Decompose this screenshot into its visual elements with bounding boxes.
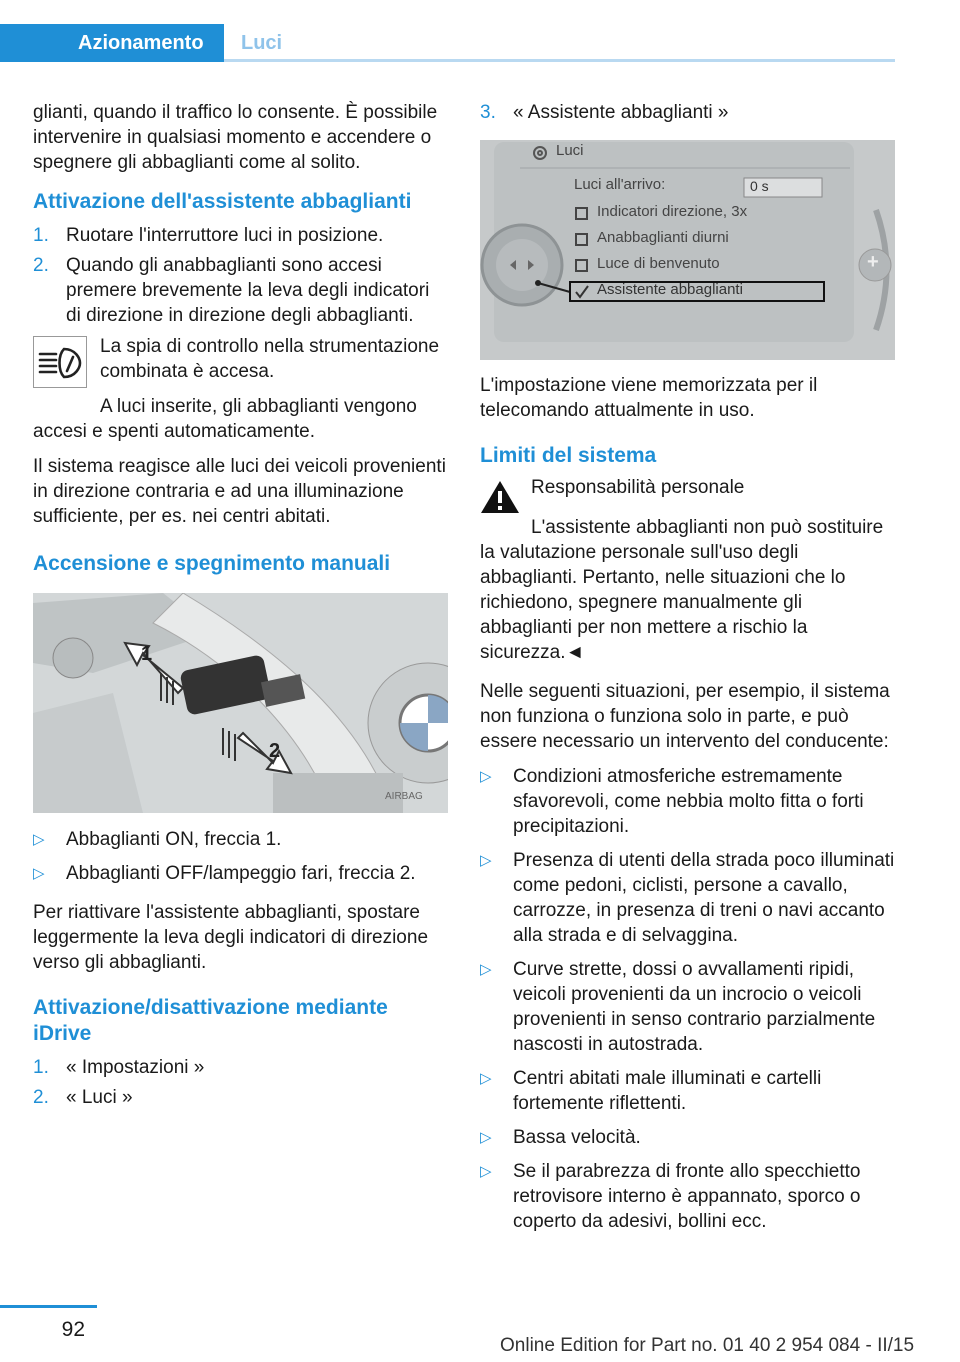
react-note: Il sistema reagisce alle luci dei veicoli provenienti in direzione contraria e ad una illuminazione sufficiente, per es. nei centri abitati. <box>33 456 446 527</box>
activation-steps <box>33 223 448 328</box>
list-item: ▷ Curve strette, dossi o avvallamenti ripidi, veicoli provenienti da un incrocio o veicoli provenienti in senso contrario parzialmente nascosti in autostrada. <box>480 959 876 1055</box>
bullet-triangle-icon: ▷ <box>33 831 45 848</box>
stored-note: L'impostazione viene memorizzata per il telecomando attualmente in uso. <box>480 375 818 421</box>
figure-label-airbag: AIRBAG <box>385 791 423 802</box>
left-column <box>33 100 448 1115</box>
heading-idrive: Attivazione/disattivazione mediante iDrive <box>33 996 388 1045</box>
edition-text: Online Edition for Part no. 01 40 2 954 084 - II/15 <box>500 1335 915 1356</box>
bullet-triangle-icon: ▷ <box>480 1129 492 1146</box>
heading-manual: Accensione e spegnimento manuali <box>33 552 391 575</box>
auto-note: A luci inserite, gli abbaglianti vengono accesi e spenti automaticamente. <box>33 396 417 442</box>
list-item: ▷ Condizioni atmosferiche estremamente sfavorevoli, come nebbia molto fitta o forti precipitazioni. <box>480 766 864 837</box>
screen-option-drl[interactable]: Anabbaglianti diurni <box>597 229 729 246</box>
idrive-steps <box>33 1055 448 1110</box>
reactivate-paragraph: Per riattivare l'assistente abbaglianti, spostare leggermente la leva degli indicatori di direzione verso gli abbaglianti. <box>33 902 429 973</box>
tab-luci[interactable]: Luci <box>241 32 283 54</box>
list-item: 2. « Luci » <box>33 1087 133 1108</box>
screen-option-welcome[interactable]: Luce di benvenuto <box>597 255 720 272</box>
warning-triangle-icon <box>480 479 520 515</box>
list-item: ▷ Abbaglianti OFF/lampeggio fari, freccia 2. <box>33 863 416 884</box>
bullet-triangle-icon: ▷ <box>480 768 492 785</box>
list-item: ▷ Se il parabrezza di fronte allo specchietto retrovisore interno è appannato, sporco o coperto da adesivi, bollini ecc. <box>480 1161 861 1232</box>
warning-title: Responsabilità personale <box>531 477 745 498</box>
list-item: 3. « Assistente abbaglianti » <box>480 102 729 123</box>
bullet-triangle-icon: ▷ <box>480 1070 492 1087</box>
heading-limits: Limiti del sistema <box>480 444 657 467</box>
figure-label-arrow2: 2 <box>269 740 281 762</box>
list-item: ▷ Abbaglianti ON, freccia 1. <box>33 829 282 850</box>
screen-plus: + <box>867 251 879 273</box>
indicator-note-block <box>33 334 448 388</box>
footer-accent-line <box>0 1305 97 1308</box>
bullet-triangle-icon: ▷ <box>33 865 45 882</box>
screen-arrival-value[interactable]: 0 s <box>750 178 769 194</box>
list-item: ▷ Presenza di utenti della strada poco illuminati come pedoni, ciclisti, persone a cavallo, carrozze, in presenza di treni o navi accanto alla strada e di selvaggina. <box>480 850 895 946</box>
screen-option-highbeam-assist[interactable]: Assistente abbaglianti <box>597 281 743 298</box>
list-item: 1. Ruotare l'interruttore luci in posizione. <box>33 225 384 246</box>
indicator-note: La spia di controllo nella strumentazione combinata è accesa. <box>100 336 440 382</box>
screen-option-indicators[interactable]: Indicatori direzione, 3x <box>597 203 748 220</box>
bullet-triangle-icon: ▷ <box>480 852 492 869</box>
idrive-screen-figure <box>480 140 895 360</box>
intro-paragraph: glianti, quando il traffico lo consente. È possibile intervenire in qualsiasi momento e accendere o spegnere gli abbaglianti come al solito. <box>33 102 438 173</box>
right-column <box>480 100 895 1243</box>
situations-list <box>480 764 895 1234</box>
header-tabs <box>0 24 895 62</box>
heading-activation: Attivazione dell'assistente abbaglianti <box>33 190 412 213</box>
list-item: 1. « Impostazioni » <box>33 1057 205 1078</box>
idrive-step3 <box>480 100 895 125</box>
bullet-triangle-icon: ▷ <box>480 961 492 978</box>
situations-intro: Nelle seguenti situazioni, per esempio, il sistema non funziona o funziona solo in parte, e può essere necessario un intervento del conducente: <box>480 681 890 752</box>
screen-title: Luci <box>556 142 584 159</box>
list-item: ▷ Bassa velocità. <box>480 1127 641 1148</box>
warning-text: L'assistente abbaglianti non può sostituire la valutazione personale sull'uso degli abbaglianti. Pertanto, nelle situazioni che lo richiedono, spegnere manualmente gli abbaglianti per non mettere a rischio la sicurezza.◄ <box>480 517 884 663</box>
list-item: 2. Quando gli anabbaglianti sono accesi premere brevemente la leva degli indicatori di direzione in direzione degli abbaglianti. <box>33 255 430 326</box>
screen-arrival-label: Luci all'arrivo: <box>574 176 666 193</box>
stalk-figure <box>33 593 448 813</box>
tab-divider-line <box>224 59 895 62</box>
figure-label-arrow1: 1 <box>141 643 153 665</box>
tab-azionamento[interactable]: Azionamento <box>0 24 224 62</box>
high-beam-indicator-icon <box>33 336 87 388</box>
page-number: 92 <box>61 1318 85 1341</box>
manual-items <box>33 827 448 886</box>
list-item: ▷ Centri abitati male illuminati e cartelli fortemente riflettenti. <box>480 1068 822 1114</box>
warning-block <box>480 475 895 665</box>
bullet-triangle-icon: ▷ <box>480 1163 492 1180</box>
